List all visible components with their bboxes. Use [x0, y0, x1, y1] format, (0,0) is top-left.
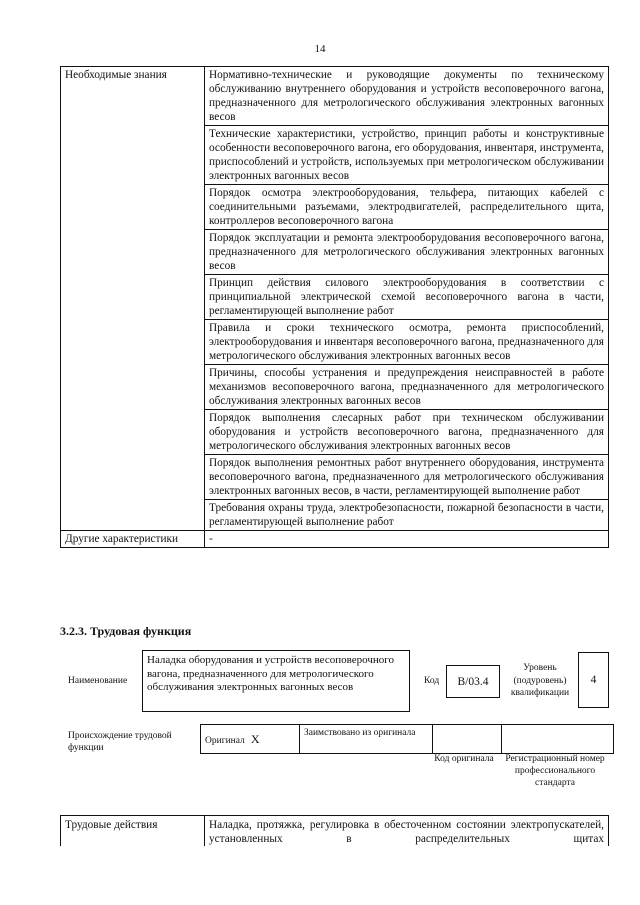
registration-number-caption: Регистрационный номер профессионального стандарта — [505, 754, 605, 788]
knowledge-item: Причины, способы устранения и предупреждения неисправностей в работе механизмов весоповерочного вагона, предназначенного для метрологического обслуживания электронных вагонных весов — [205, 365, 609, 410]
origin-label: Происхождение трудовой функции — [68, 731, 172, 753]
qualification-level-box: 4 — [578, 652, 609, 708]
actions-item: Наладка, протяжка, регулировка в обесточенном состоянии электропускателей, установленных в распределительных щитах — [205, 816, 609, 847]
knowledge-item: Порядок эксплуатации и ремонта электрооборудования весоповерочного вагона, предназначенного для метрологического обслуживания электронных вагонных весов — [205, 230, 609, 275]
table-row — [61, 531, 609, 548]
table-row — [201, 725, 614, 754]
function-name-label: Наименование — [68, 676, 128, 686]
registration-number-cell — [502, 725, 614, 754]
borrowed-cell: Заимствовано из оригинала — [300, 725, 433, 754]
knowledge-item: Правила и сроки технического осмотра, ремонта приспособлений, электрооборудования и инвентаря весоповерочного вагона, предназначенного для метрологического обслуживания электронных вагонных весов — [205, 320, 609, 365]
knowledge-item: Порядок выполнения слесарных работ при техническом обслуживании оборудования и устройств весоповерочного вагона, предназначенного для метрологического обслуживания электронных вагонных весов — [205, 410, 609, 455]
knowledge-label: Необходимые знания — [61, 67, 205, 531]
knowledge-item: Нормативно-технические и руководящие документы по техническому обслуживанию внутреннего оборудования и устройств весоповерочного вагона, предназначенного для метрологического обслуживания электронных вагонных весов — [205, 67, 609, 126]
knowledge-item: Принцип действия силового электрооборудования в соответствии с принципиальной электрической схемой весоповерочного вагона в части, регламентирующей выполнение работ — [205, 275, 609, 320]
table-row — [61, 816, 609, 847]
origin-table — [200, 724, 614, 754]
actions-label: Трудовые действия — [61, 816, 205, 847]
knowledge-item: Порядок выполнения ремонтных работ внутреннего оборудования, инструмента весоповерочного вагона, предназначенного для метрологического обслуживания электронных вагонных весов, в части, регламентирующей выполнение работ — [205, 455, 609, 500]
original-code-caption: Код оригинала — [434, 754, 494, 764]
function-name-box: Наладка оборудования и устройств весоповерочного вагона, предназначенного для метрологического обслуживания электронных вагонных весов — [142, 650, 410, 712]
function-code-label: Код — [424, 676, 440, 686]
qualification-level-label: Уровень (подуровень) квалификации — [510, 663, 570, 698]
actions-table — [60, 815, 609, 846]
knowledge-table — [60, 66, 609, 548]
table-row — [61, 67, 609, 126]
original-code-cell — [433, 725, 502, 754]
knowledge-item: Требования охраны труда, электробезопасности, пожарной безопасности в части, регламентирующей выполнение работ — [205, 500, 609, 531]
function-code-box: B/03.4 — [446, 665, 500, 698]
section-title: 3.2.3. Трудовая функция — [60, 624, 192, 638]
other-characteristics-value: - — [205, 531, 609, 548]
original-label: Оригинал — [205, 735, 245, 746]
page-number: 14 — [314, 43, 326, 55]
knowledge-item: Порядок осмотра электрооборудования, тельфера, питающих кабелей с соединительными разъемами, электродвигателей, распределительного щита, контроллеров весоповерочного вагона — [205, 185, 609, 230]
original-mark: X — [250, 731, 260, 746]
knowledge-item: Технические характеристики, устройство, принцип работы и конструктивные особенности весоповерочного вагона, его оборудования, инвентаря, инструмента, приспособлений и устройств, используемых при метрологическом обслуживании электронных вагонных весов — [205, 126, 609, 185]
other-characteristics-label: Другие характеристики — [61, 531, 205, 548]
original-cell — [201, 725, 300, 754]
